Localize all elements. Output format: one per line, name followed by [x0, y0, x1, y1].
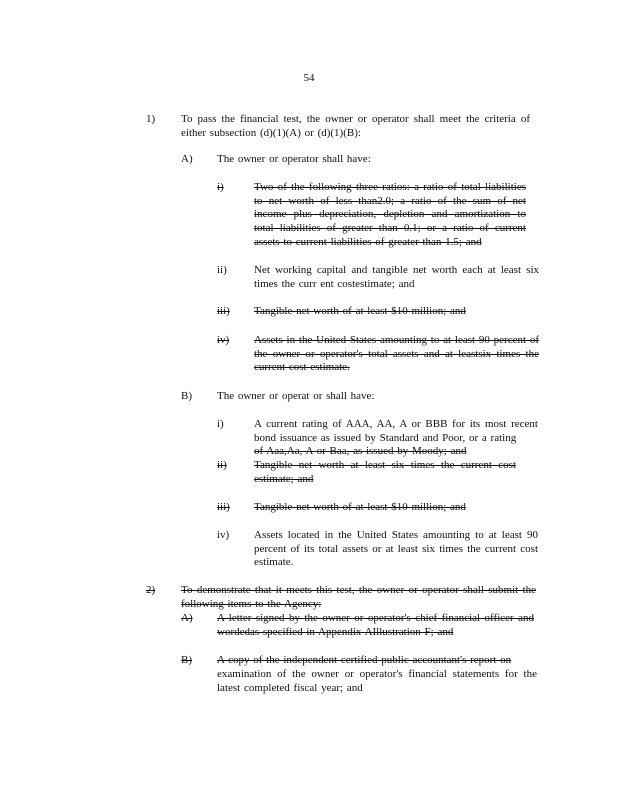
item-1b-iii-label: iii) [217, 501, 230, 513]
item-2a-label: A) [181, 612, 193, 624]
item-1a-iv-text: Assets in the United States amounting to at least 90 percent of the owner or operator's total assets and at leastsix times the current cost estimate. [254, 334, 539, 374]
item-1a-i-text: Two of the following three ratios: a ratio of total liabilities to net worth of less than2.0; a ratio of the sum of net income plus depreciation, depletion and amortization to total liabilities of greater than 0.1; or a ratio of current assets to current liabilities of greater than 1.5; and [254, 181, 526, 248]
item-1a-i-label: i) [217, 181, 224, 193]
item-1a-ii-label: ii) [217, 264, 227, 276]
item-2b-struck-text: A copy of the independent certified public accountant's report on [217, 654, 512, 666]
item-1a-iv-label: iv) [217, 334, 230, 346]
page-number: 54 [303, 72, 315, 84]
item-1b-i-label: i) [217, 418, 224, 430]
item-1a-text: The owner or operator shall have: [217, 153, 371, 165]
item-2b-label: B) [181, 654, 192, 666]
item-1b-i-struck-text: of Aaa,Aa, A or Baa, as issued by Moody; and [254, 445, 467, 457]
item-2-text: To demonstrate that it meets this test, the owner or operator shall submit the following items to the Agency: [181, 584, 536, 610]
item-1b-ii-label: ii) [217, 459, 227, 471]
item-1-label: 1) [146, 113, 156, 125]
item-1b-iv-text: Assets located in the United States amounting to at least 90 percent of its total assets or at least six times the current cost estimate. [254, 529, 538, 569]
item-1b-text: The owner or operat or shall have: [217, 390, 375, 402]
item-1b-iv-label: iv) [217, 529, 230, 541]
item-1a-iii-text: Tangible net worth of at least $10 million; and [254, 305, 466, 317]
item-2-label: 2) [146, 584, 156, 596]
item-1b-i-text: A current rating of AAA, AA, A or BBB for its most recent bond issuance as issued by Standard and Poor, or a rating [254, 418, 538, 444]
item-1b-label: B) [181, 390, 192, 402]
item-1a-ii-text: Net working capital and tangible net worth each at least six times the curr ent costestimate; and [254, 264, 539, 290]
item-1b-iii-text: Tangible net worth of at least $10 million; and [254, 501, 466, 513]
item-2a-text: A letter signed by the owner or operator's chief financial officer and wordedas specified in Appendix AIllustration F; and [217, 612, 534, 638]
item-1-text: To pass the financial test, the owner or operator shall meet the criteria of either subsection (d)(1)(A) or (d)(1)(B): [181, 113, 530, 139]
item-1a-iii-label: iii) [217, 305, 230, 317]
item-2b-text: examination of the owner or operator's financial statements for the latest completed fiscal year; and [217, 668, 537, 694]
item-1a-label: A) [181, 153, 193, 165]
item-1b-ii-text: Tangible net worth at least six times the current cost estimate; and [254, 459, 516, 485]
